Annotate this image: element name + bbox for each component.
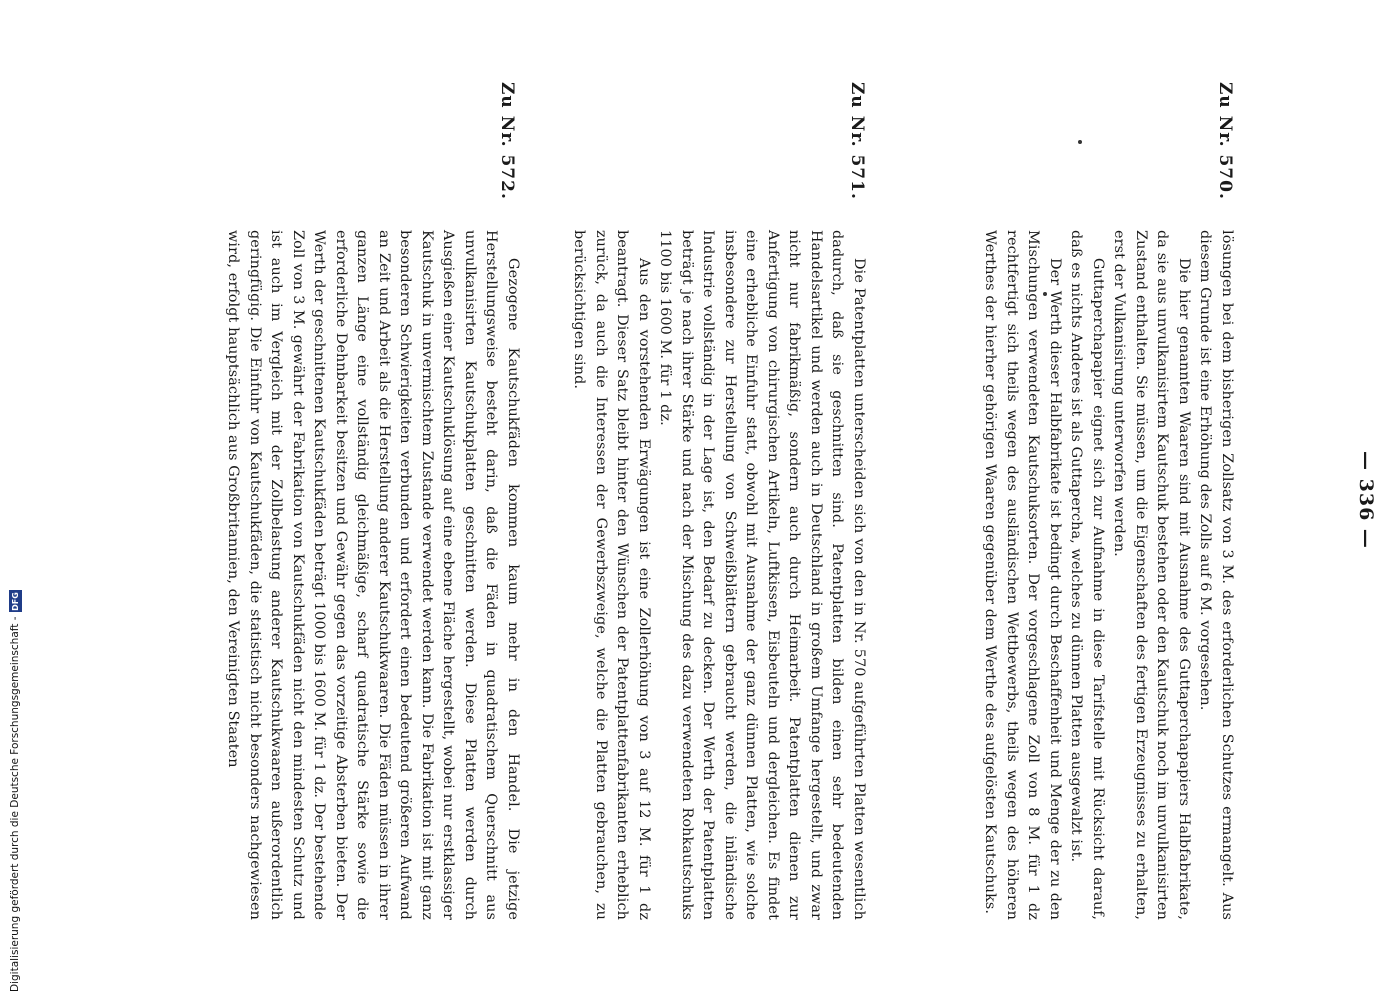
paragraph: Die Patentplatten unterscheiden sich von den in Nr. 570 aufgeführten Platten wesentlich dadurch, daß sie geschnitten sind. Patentplatten bilden einen sehr bedeutenden Handelsartikel und werden auch in Deutschland in großem Umfange hergestellt, und zwar nicht nur fabrikmäßig, sondern auch durch Heimarbeit. Patentplatten dienen zur Anfertigung von chirurgischen Artikeln, Luftkissen, Eisbeuteln und dergleichen. Es findet eine erhebliche Einfuhr statt, obwohl mit Ausnahme der ganz dünnen Platten, wie solche insbesondere zur Herstellung von Schweißblättern gebraucht werden, die inländische Industrie vollständig in der Lage ist, den Bedarf zu decken. Der Werth der Patentplatten beträgt je nach ihrer Stärke und nach der Mischung des dazu verwendeten Rohkautschuks 1100 bis 1600 M. für 1 dz. xyxy=(657,230,867,920)
paragraph: lösungen bei dem bisherigen Zollsatz von 3 M. des erforderlichen Schutzes ermangelt. Aus diesem Grunde ist eine Erhöhung des Zolls auf 6 M. vorgesehen. xyxy=(1197,230,1235,920)
section-text xyxy=(568,230,869,920)
section-text xyxy=(222,230,523,920)
speck-mark xyxy=(1043,292,1047,296)
paragraph: Aus den vorstehenden Erwägungen ist eine Zollerhöhung von 3 auf 12 M. für 1 dz beantragt. Dieser Satz bleibt hinter den Wünschen der Patentplattenfabrikanten erheblich zurück, da auch die Interessen der Gewerbszweige, welche die Platten gebrauchen, zu berücksichtigen sind. xyxy=(571,230,652,920)
speck-mark xyxy=(1078,140,1082,144)
section-heading: Zu Nr. 572. xyxy=(497,82,517,200)
paragraph: Guttaperchapapier eignet sich zur Aufnahme in diese Tarifstelle mit Rücksicht darauf, daß es nichts Anderes ist als Guttapercha, welches zu dünnen Platten ausgewalzt ist. xyxy=(1068,230,1106,920)
section-heading: Zu Nr. 570. xyxy=(1215,82,1235,200)
paragraph: Die hier genannten Waaren sind mit Ausnahme des Guttaperchapapiers Halbfabrikate, da sie aus unvulkanisirtem Kautschuk bestehen oder den Kautschuk noch im unvulkanisirten Zustand enthalten. Sie müssen, um die Eigenschaften des fertigen Erzeugnisses zu erhalten, erst der Vulkanisirung unterworfen werden. xyxy=(1111,230,1192,920)
dfg-logo: DFG xyxy=(10,592,20,611)
digitization-footer xyxy=(0,592,30,1000)
section-heading: Zu Nr. 571. xyxy=(847,82,867,200)
footer-text: Digitalisierung gefördert durch die Deutsche Forschungsgemeinschaft - xyxy=(9,616,21,992)
paragraph: Gezogene Kautschukfäden kommen kaum mehr in den Handel. Die jetzige Herstellungsweise besteht darin, daß die Fäden in quadratischem Querschnitt aus unvulkanisirten Kautschukplatten geschnitten werden. Diese Platten werden durch Ausgießen einer Kautschuklösung auf eine ebene Fläche hergestellt, wobei nur erstklassiger Kautschuk in unvermischtem Zustande verwendet werden kann. Die Fabrikation ist mit ganz besonderen Schwierigkeiten verbunden und erfordert einen bedeutend größeren Aufwand an Zeit und Arbeit als die Herstellung anderer Kautschukwaaren. Die Fäden müssen in ihrer ganzen Länge eine vollständig gleichmäßige, scharf quadratische Stärke sowie die erforderliche Dehnbarkeit besitzen und Gewähr gegen das vorzeitige Absterben bieten. Der Werth der geschnittenen Kautschukfäden beträgt 1000 bis 1600 M. für 1 dz. Der bestehende Zoll von 3 M. gewährt der Fabrikation von Kautschukfäden nicht den mindesten Schutz und ist auch im Vergleich mit der Zollbelastung anderer Kautschukwaaren außerordentlich geringfügig. Die Einfuhr von Kautschukfäden, die statistisch nicht besonders nachgewiesen wird, erfolgt hauptsächlich aus Großbritannien, den Vereinigten Staaten xyxy=(225,230,521,920)
paragraph: Der Werth dieser Halbfabrikate ist bedingt durch Beschaffenheit und Menge der zu den Mischungen verwendeten Kautschuksorten. Der vorgeschlagene Zoll von 8 M. für 1 dz rechtfertigt sich theils wegen des ausländischen Wettbewerbs, theils wegen des höheren Werthes der hierher gehörigen Waaren gegenüber dem Werthe des aufgelösten Kautschuks. xyxy=(982,230,1063,920)
section-text xyxy=(979,230,1237,920)
page-number: — 336 — xyxy=(1355,451,1377,549)
footer-line xyxy=(4,592,26,992)
